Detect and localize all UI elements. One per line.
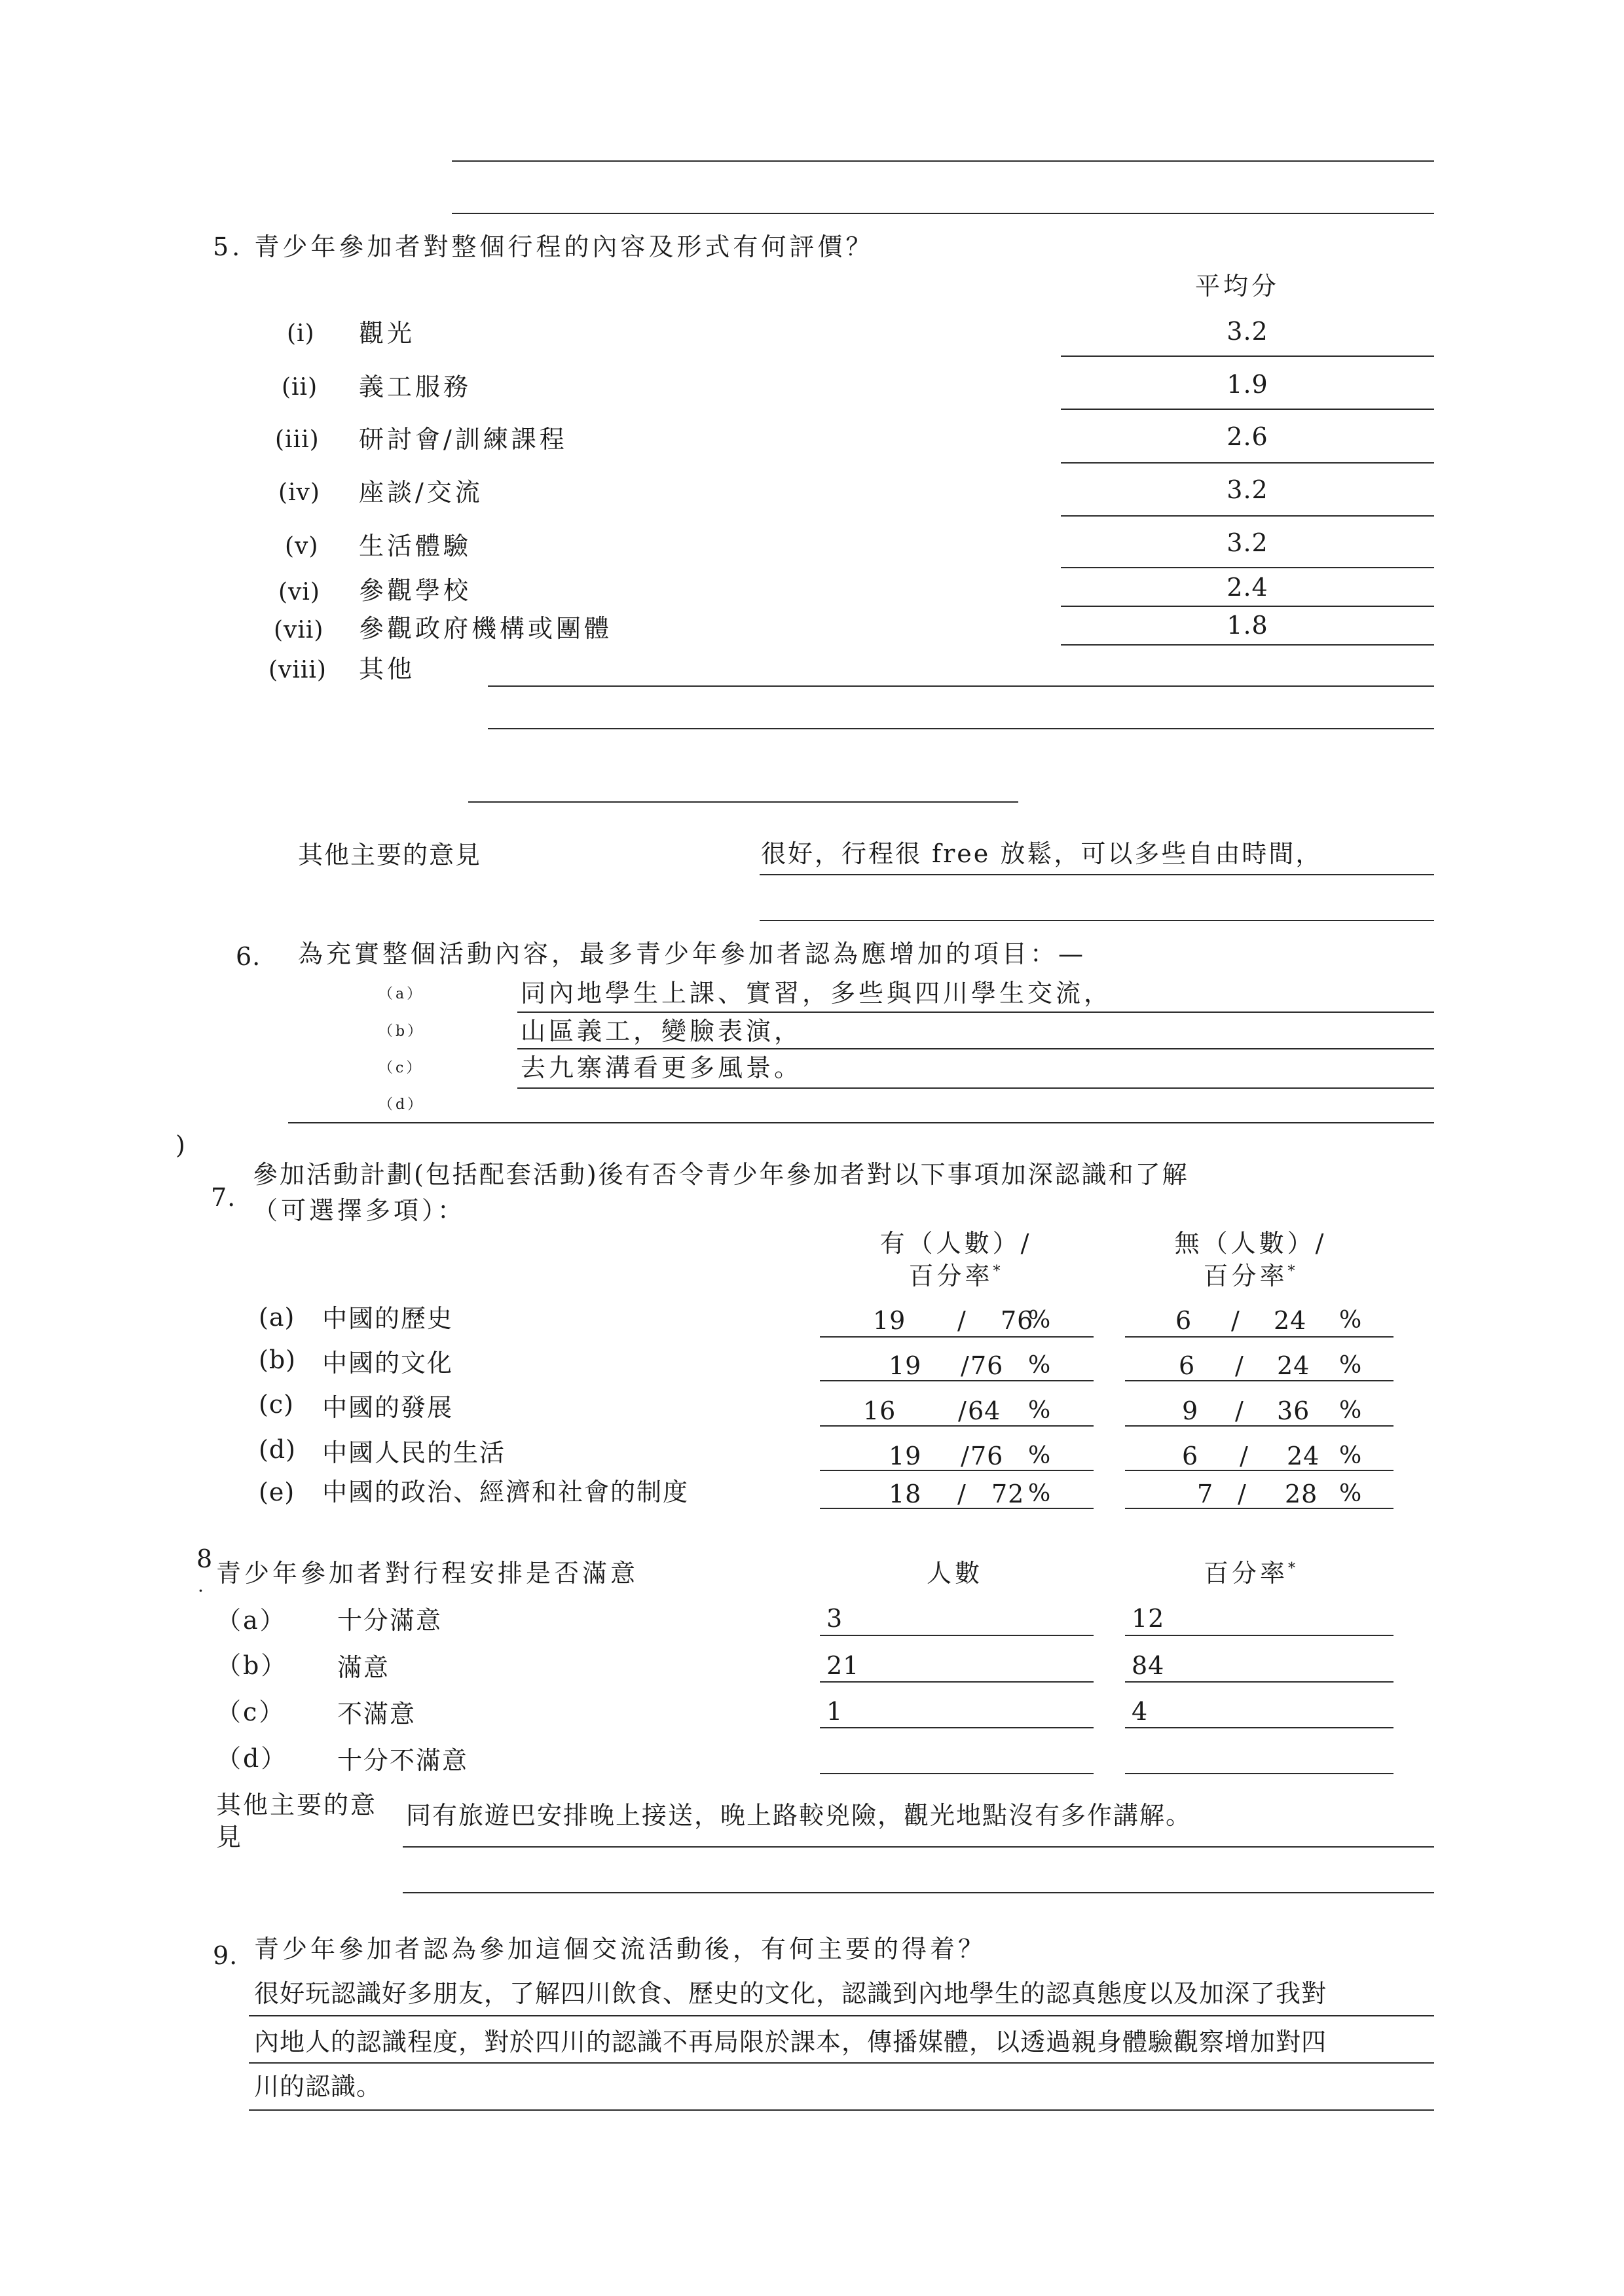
q9-answer-rule — [249, 2109, 1434, 2111]
q5-score-line — [1061, 462, 1434, 464]
q9-question: 青少年參加者認為參加這個交流活動後，有何主要的得着？ — [254, 1935, 987, 1963]
q7-yes-pct: 76 — [1001, 1306, 1034, 1335]
q6-num: 6. — [236, 942, 261, 971]
q5-item-label: 參觀學校 — [359, 576, 472, 605]
q7-row-letter: (b) — [259, 1345, 296, 1374]
q7-no-unit: % — [1339, 1442, 1363, 1469]
q9-answer-rule — [249, 2015, 1434, 2016]
q7-yes-n: 18 — [889, 1480, 922, 1508]
q6-item-line — [517, 1011, 1434, 1013]
q8-question: 青少年參加者對行程安排是否滿意 — [216, 1559, 639, 1588]
q7-yes-unit: % — [1028, 1307, 1052, 1334]
q7-yes-n: 19 — [873, 1306, 906, 1335]
q8-pct: 84 — [1132, 1651, 1165, 1680]
q7-no-pct: 24 — [1274, 1306, 1307, 1335]
q7-row-label: 中國的發展 — [322, 1393, 454, 1422]
q8-count-line — [820, 1635, 1094, 1636]
q5-score-line — [1061, 355, 1434, 357]
q9-answer-line: 川的認識。 — [254, 2072, 382, 2101]
q7-no-slash: / — [1235, 1351, 1244, 1380]
q8-pct-line — [1125, 1635, 1393, 1636]
q8-row-label: 不滿意 — [337, 1700, 416, 1728]
q6-item-letter: （b） — [378, 1023, 425, 1040]
q7-no-line — [1125, 1425, 1393, 1427]
q5-item-num: (iii) — [275, 426, 320, 453]
q5-item-label: 研討會/訓練課程 — [359, 425, 568, 454]
q8-row-letter: （d） — [216, 1744, 288, 1773]
q5-item-num: (v) — [285, 533, 319, 560]
q6-item-line — [517, 1087, 1434, 1089]
q7-no-n: 6 — [1182, 1442, 1199, 1470]
q7-yes-n: 16 — [863, 1396, 896, 1425]
q5-item-num: (i) — [287, 320, 315, 347]
q7-num: 7. — [211, 1183, 236, 1212]
q7-no-n: 7 — [1197, 1480, 1214, 1508]
q8-pct-line — [1125, 1727, 1393, 1728]
q7-no-pct: 36 — [1277, 1396, 1310, 1425]
q6-question: 為充實整個活動內容，最多青少年參加者認為應增加的項目：— — [298, 939, 1087, 968]
q7-no-line — [1125, 1508, 1393, 1509]
q5-other-line — [488, 685, 1434, 687]
q8-pct: 12 — [1132, 1604, 1165, 1633]
q5-item-label: 義工服務 — [359, 373, 472, 401]
q7-yes-line — [820, 1425, 1094, 1427]
q7-yes-line — [820, 1470, 1094, 1471]
q5-item-label: 其他 — [359, 655, 416, 683]
q7-no-header-1: 無（人數）/ — [1174, 1229, 1327, 1258]
q5-opinion-text: 很好，行程很 free 放鬆，可以多些自由時間， — [761, 839, 1323, 868]
q8-row-label: 滿意 — [337, 1653, 390, 1682]
q7-row-letter: (d) — [259, 1435, 296, 1464]
q7-no-line — [1125, 1380, 1393, 1381]
q8-count-header: 人數 — [927, 1559, 984, 1588]
q8-row-letter: （b） — [216, 1651, 288, 1680]
q5-score-line — [1061, 567, 1434, 568]
q7-question-line2: （可選擇多項）： — [253, 1196, 466, 1225]
q7-yes-header-2: 百分率 — [908, 1262, 993, 1290]
q7-row-label: 中國的政治、經濟和社會的制度 — [322, 1478, 690, 1506]
q8-pct: 4 — [1132, 1697, 1149, 1726]
q5-item-num: (iv) — [278, 479, 320, 506]
q7-row-letter: (a) — [259, 1303, 295, 1332]
q7-yes-n: 19 — [889, 1351, 922, 1380]
q8-count-line — [820, 1727, 1094, 1728]
q5-score-line — [1061, 515, 1434, 517]
q7-no-pct: 24 — [1287, 1442, 1320, 1470]
q7-yes-line — [820, 1336, 1094, 1338]
q5-opinion-label: 其他主要的意見 — [298, 841, 482, 869]
q7-no-n: 9 — [1182, 1396, 1199, 1425]
q7-yes-header-1: 有（人數）/ — [879, 1229, 1033, 1258]
q5-score-line — [1061, 644, 1434, 646]
blank-line — [452, 213, 1434, 214]
q6-item-letter: （a） — [378, 986, 424, 1002]
q7-yes-unit: % — [1028, 1480, 1052, 1507]
q5-item-score: 2.6 — [1227, 422, 1268, 451]
q5-item-score: 1.9 — [1227, 370, 1268, 399]
q6-item-text: 同內地學生上課、實習，多些與四川學生交流， — [521, 979, 1113, 1008]
q5-item-num: (ii) — [282, 374, 318, 401]
q7-yes-unit: % — [1028, 1442, 1052, 1469]
q7-row-letter: (c) — [259, 1390, 294, 1419]
q7-row-label: 中國的歷史 — [322, 1304, 454, 1333]
q8-opinion-line — [403, 1846, 1434, 1848]
blank-line — [452, 160, 1434, 162]
q5-score-line — [1061, 409, 1434, 410]
q5-score-header: 平均分 — [1195, 272, 1280, 301]
q8-row-letter: （c） — [216, 1698, 286, 1726]
q6-item-letter: （d） — [378, 1097, 425, 1113]
q5-item-num: (vii) — [274, 617, 324, 644]
q5-item-score: 1.8 — [1227, 611, 1268, 640]
q7-yes-unit: % — [1028, 1397, 1052, 1424]
q8-opinion-text: 同有旅遊巴安排晚上接送，晚上路較兇險，觀光地點沒有多作講解。 — [406, 1801, 1192, 1830]
q8-pct-line — [1125, 1681, 1393, 1683]
q7-no-pct: 28 — [1285, 1480, 1318, 1508]
q7-no-unit: % — [1339, 1352, 1363, 1379]
q7-row-label: 中國人民的生活 — [322, 1438, 506, 1467]
q5-other-line — [468, 801, 1018, 803]
q5-item-num: (vi) — [278, 579, 320, 606]
q8-row-label: 十分不滿意 — [337, 1746, 469, 1775]
q5-item-label: 生活體驗 — [359, 532, 472, 560]
q7-yes-slash: / — [958, 1396, 967, 1425]
q7-yes-n: 19 — [889, 1442, 922, 1470]
q7-yes-line — [820, 1380, 1094, 1381]
q8-pct-header-wrap — [1204, 1561, 1299, 1586]
q5-other-line — [488, 728, 1434, 729]
q7-no-n: 6 — [1175, 1306, 1192, 1335]
q7-yes-slash: / — [961, 1351, 970, 1380]
q7-no-header — [1113, 1231, 1388, 1256]
asterisk: * — [1287, 1263, 1299, 1280]
q8-count: 3 — [826, 1604, 843, 1633]
q9-num: 9. — [213, 1941, 238, 1970]
q8-row-label: 十分滿意 — [337, 1606, 443, 1635]
q8-count: 1 — [826, 1697, 843, 1726]
q5-item-score: 2.4 — [1227, 573, 1268, 602]
q9-answer-line: 很好玩認識好多朋友，了解四川飲食、歷史的文化，認識到內地學生的認真態度以及加深了我對 — [254, 1979, 1327, 2008]
q8-row-letter: （a） — [216, 1606, 287, 1635]
q5-score-line — [1061, 606, 1434, 607]
q7-yes-pct: 72 — [991, 1480, 1025, 1508]
q5-item-score: 3.2 — [1227, 317, 1268, 346]
q5-item-label: 觀光 — [359, 319, 416, 348]
q5-item-label: 座談/交流 — [359, 478, 483, 507]
q5-item-num: (viii) — [268, 657, 327, 683]
q8-count: 21 — [826, 1651, 860, 1680]
q8-pct-header: 百分率 — [1204, 1559, 1289, 1588]
asterisk: * — [993, 1263, 1004, 1280]
q8-num: 8 — [196, 1544, 213, 1573]
q5-item-label: 參觀政府機構或團體 — [359, 614, 613, 643]
q7-yes-pct: 76 — [970, 1351, 1004, 1380]
q7-no-slash: / — [1231, 1306, 1240, 1335]
q7-yes-header-pct — [819, 1264, 1094, 1288]
q7-no-header-2: 百分率 — [1203, 1262, 1288, 1290]
q7-yes-header — [819, 1231, 1094, 1256]
q7-no-pct: 24 — [1277, 1351, 1310, 1380]
q8-opinion-line — [403, 1892, 1434, 1893]
q5-item-score: 3.2 — [1227, 475, 1268, 504]
q7-yes-slash: / — [957, 1480, 967, 1508]
q9-answer-line: 內地人的認識程度，對於四川的認識不再局限於課本，傳播媒體，以透過親身體驗觀察增加對四 — [254, 2028, 1327, 2056]
stray-mark: ) — [175, 1131, 186, 1159]
q7-yes-pct: 64 — [968, 1396, 1001, 1425]
q7-yes-pct: 76 — [970, 1442, 1004, 1470]
q5-opinion-line — [760, 920, 1434, 921]
q9-answer-rule — [249, 2062, 1434, 2064]
q7-no-slash: / — [1235, 1396, 1244, 1425]
q7-no-slash: / — [1240, 1442, 1249, 1470]
q6-item-line — [288, 1122, 1434, 1123]
q7-no-unit: % — [1339, 1397, 1363, 1424]
q7-question-line1: 參加活動計劃(包括配套活動)後有否令青少年參加者對以下事項加深認識和了解 — [253, 1160, 1189, 1189]
q7-yes-slash: / — [961, 1442, 970, 1470]
q5-question: 5. 青少年參加者對整個行程的內容及形式有何評價？ — [213, 232, 874, 261]
q6-item-text: 去九寨溝看更多風景。 — [521, 1053, 803, 1082]
q7-row-label: 中國的文化 — [322, 1349, 454, 1377]
q8-count-line — [820, 1773, 1094, 1774]
q7-yes-slash: / — [957, 1306, 967, 1335]
q7-no-line — [1125, 1470, 1393, 1471]
q6-item-line — [517, 1048, 1434, 1049]
q8-count-line — [820, 1681, 1094, 1683]
q6-item-letter: （c） — [378, 1060, 424, 1076]
q5-opinion-line — [760, 874, 1434, 875]
q8-opinion-label-2: 見 — [216, 1823, 245, 1851]
q5-item-score: 3.2 — [1227, 528, 1268, 557]
q7-no-unit: % — [1339, 1307, 1363, 1334]
q6-item-text: 山區義工，變臉表演， — [521, 1017, 803, 1046]
q7-no-unit: % — [1339, 1480, 1363, 1507]
asterisk: * — [1288, 1560, 1299, 1577]
q8-opinion-label-1: 其他主要的意 — [216, 1791, 378, 1819]
q7-no-header-pct — [1113, 1264, 1388, 1288]
q7-no-line — [1125, 1336, 1393, 1338]
q7-row-letter: (e) — [259, 1478, 295, 1506]
q8-num-dot: . — [198, 1575, 204, 1596]
q7-no-n: 6 — [1179, 1351, 1196, 1380]
q8-pct-line — [1125, 1773, 1393, 1774]
q7-yes-line — [820, 1508, 1094, 1509]
q7-yes-unit: % — [1028, 1352, 1052, 1379]
q7-no-slash: / — [1238, 1480, 1247, 1508]
